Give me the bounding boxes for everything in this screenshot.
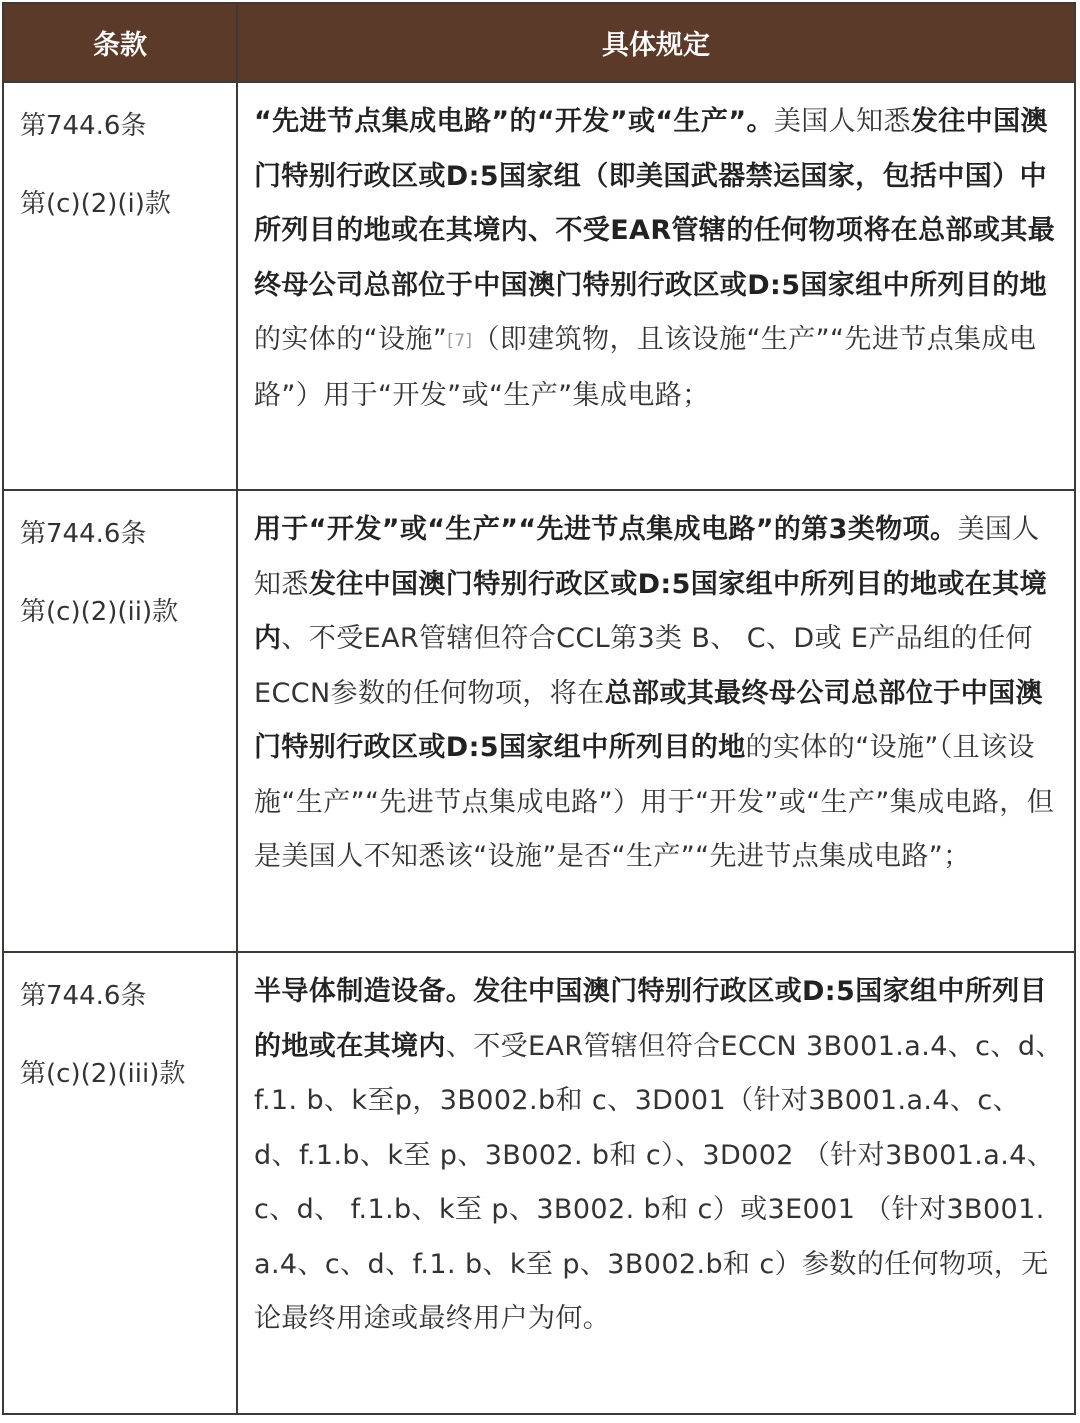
clause-section: 第744.6条 xyxy=(20,519,147,549)
clause-cell xyxy=(3,490,237,952)
provision-bold-text: 用于“开发”或“生产”“先进节点集成电路”的第3类物项。 xyxy=(254,514,958,545)
table-row xyxy=(3,490,1075,952)
clause-section: 第744.6条 xyxy=(20,111,147,141)
provision-text xyxy=(238,953,1074,1359)
header-provision: 具体规定 xyxy=(237,3,1075,82)
provision-bold-text: 发往中国澳门特别行政区或D:5国家组中所列目的地或在其境内 xyxy=(254,568,1048,654)
clause-paragraph: 第(c)(2)(iii)款 xyxy=(20,1059,186,1089)
provision-text xyxy=(238,491,1074,897)
table-row xyxy=(3,952,1075,1414)
provision-bold-text: 总部或其最终母公司总部位于中国澳门特别行政区或D:5国家组中所列目的地 xyxy=(254,677,1043,763)
clause-paragraph: 第(c)(2)(i)款 xyxy=(20,189,171,219)
provision-plain-text: 的实体的“设施” xyxy=(254,324,448,355)
footnote-ref: [7] xyxy=(447,331,473,351)
provision-text xyxy=(238,83,1074,435)
provision-cell xyxy=(237,82,1075,490)
provision-bold-text: 发往中国澳门特别行政区或D:5国家组（即美国武器禁运国家，包括中国）中所列目的地或在其境内、不受EAR管辖的任何物项将在总部或其最终母公司总部位于中国澳门特别行政区或D:5国家组中所列目的地 xyxy=(254,106,1056,301)
provision-bold-text: 半导体制造设备。发往中国澳门特别行政区或D:5国家组中所列目的地或在其境内 xyxy=(254,976,1047,1062)
provision-plain-text: 美国人知悉 xyxy=(254,514,1040,600)
provision-cell xyxy=(237,952,1075,1414)
clause-cell xyxy=(3,952,237,1414)
table-row xyxy=(3,82,1075,490)
clause-cell xyxy=(3,82,237,490)
clause-paragraph: 第(c)(2)(ii)款 xyxy=(20,597,179,627)
regulation-table xyxy=(2,2,1076,1415)
provision-bold-text: “先进节点集成电路”的“开发”或“生产”。 xyxy=(254,106,774,137)
clause-section: 第744.6条 xyxy=(20,981,147,1011)
provision-cell xyxy=(237,490,1075,952)
provision-plain-text: 的实体的“设施”（且该设施“生产”“先进节点集成电路”）用于“开发”或“生产”集成电路，但是美国人不知悉该“设施”是否“生产”“先进节点集成电路”； xyxy=(254,732,1055,872)
provision-plain-text: 美国人知悉 xyxy=(773,106,911,137)
provision-plain-text: （即建筑物，且该设施“生产”“先进节点集成电路”）用于“开发”或“生产”集成电路； xyxy=(254,324,1037,411)
header-clause: 条款 xyxy=(3,3,237,82)
provision-plain-text: 、不受EAR管辖但符合ECCN 3B001.a.4、c、d、f.1. b、k至p，3B002.b和 c、3D001（针对3B001.a.4、c、d、f.1.b、k至 p、3B002. b和 c）、3D002 （针对3B001.a.4、c、d、 f.1.b、k至 p、3B002. b和 c）或3E001 （针对3B001. a.4、c、d、f.1. b、k至 p、3B002.b和 c）参数的任何物项，无论最终用途或最终用户为何。 xyxy=(254,1030,1063,1334)
provision-plain-text: 、不受EAR管辖但符合CCL第3类 B、 C、D或 E产品组的任何 ECCN参数的任何物项，将在 xyxy=(254,623,1033,709)
